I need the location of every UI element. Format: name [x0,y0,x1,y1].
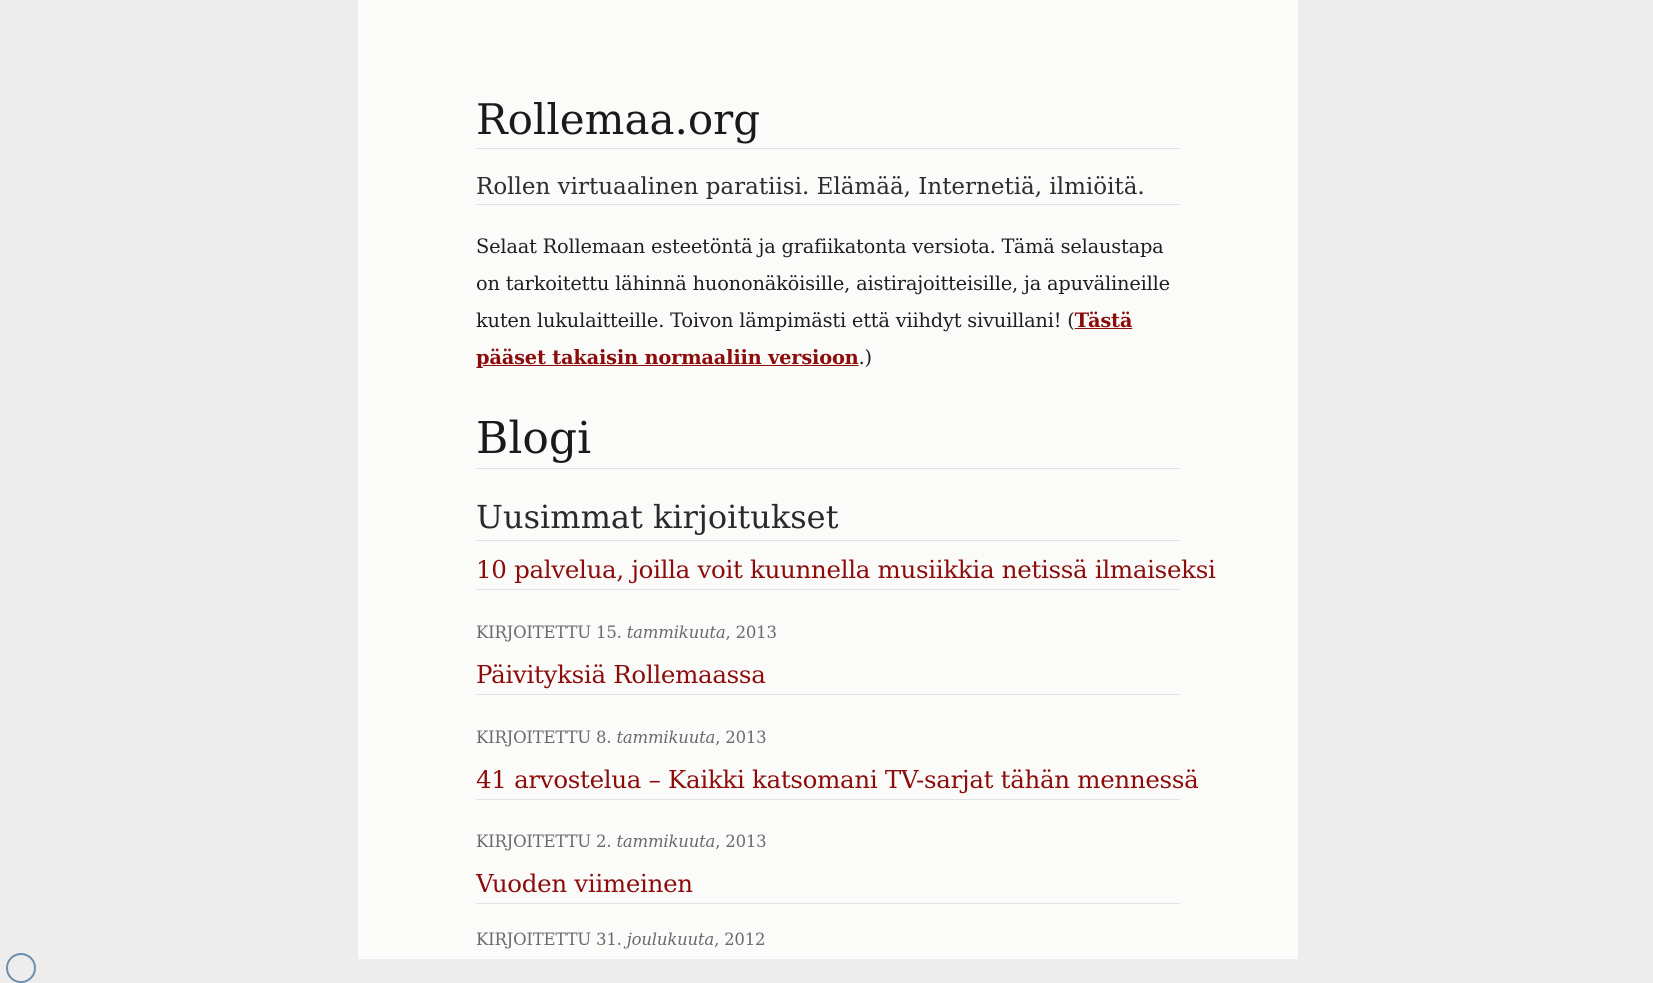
post-title [476,865,1180,904]
meta-prefix: KIRJOITETTU [476,728,591,747]
post-title [476,551,1216,590]
corner-circle-icon [6,953,36,983]
post-day: 2. [596,832,612,851]
intro-paragraph [476,228,1180,376]
post-month: tammikuuta [616,832,716,851]
post-day: 8. [596,728,612,747]
post-link[interactable]: 10 palvelua, joilla voit kuunnella musiikkia netissä ilmaiseksi [476,555,1216,584]
post-meta [476,726,1180,750]
post-year: , 2013 [715,832,767,851]
post-day: 15. [596,623,622,642]
site-tagline: Rollen virtuaalinen paratiisi. Elämää, Internetiä, ilmiöitä. [476,170,1180,205]
normal-version-link[interactable]: Tästä pääset takaisin normaaliin versioon [476,309,1133,369]
post-month: tammikuuta [616,728,716,747]
page-container [358,0,1298,959]
post-title [476,656,1180,695]
post-meta [476,621,1180,645]
post-day: 31. [596,930,622,949]
meta-prefix: KIRJOITETTU [476,832,591,851]
post-month: tammikuuta [626,623,726,642]
intro-text: Selaat Rollemaan esteetöntä ja grafiikatonta versiota. Tämä selaustapa on tarkoitettu lähinnä huononäköisille, aistirajoitteisille, ja apuvälineille kuten lukulaitteille. Toivon lämpimästi että viihdyt sivuillani! ( [476,235,1170,332]
site-title: Rollemaa.org [476,92,1180,149]
post-year: , 2012 [714,930,766,949]
post-link[interactable]: Päivityksiä Rollemaassa [476,660,766,689]
post-link[interactable]: 41 arvostelua – Kaikki katsomani TV-sarjat tähän mennessä [476,765,1199,794]
meta-prefix: KIRJOITETTU [476,623,591,642]
post-link[interactable]: Vuoden viimeinen [476,869,693,898]
post-title [476,761,1199,800]
recent-posts-heading: Uusimmat kirjoitukset [476,494,1180,541]
intro-text-end: .) [858,346,872,369]
post-meta [476,830,1180,854]
post-year: , 2013 [715,728,767,747]
post-month: joulukuuta [626,930,715,949]
post-meta [476,928,1180,952]
blog-heading: Blogi [476,410,1180,469]
post-year: , 2013 [725,623,777,642]
meta-prefix: KIRJOITETTU [476,930,591,949]
